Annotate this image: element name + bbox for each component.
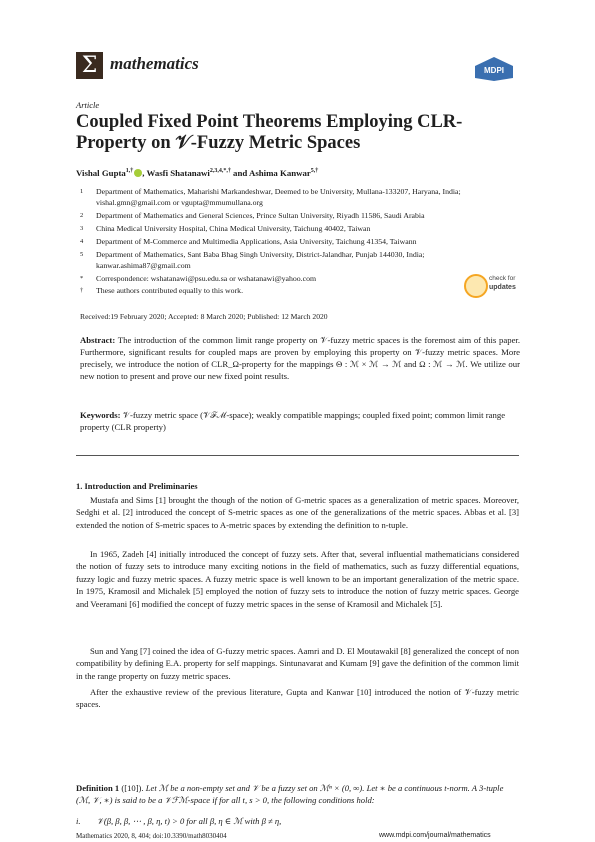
abstract-text: The introduction of the common limit range property on 𝒱-fuzzy metric spaces is the foremost aim of this paper. Furthermore, significant results for coupled maps are proven by employing this property on 𝒱-fuzzy metric spaces. More precisely, we introduce the notion of CLR_Ω-property for the mappings Θ : ℳ × ℳ → ℳ and Ω : ℳ → ℳ. We utilize our new notion to present and prove our new fixed point results. bbox=[80, 335, 521, 381]
author-name[interactable]: Wasfi Shatanawi bbox=[146, 168, 210, 178]
author-name[interactable]: Ashima Kanwar bbox=[248, 168, 311, 178]
affiliation-number: † bbox=[80, 287, 84, 294]
author-separator: and bbox=[230, 168, 249, 178]
affiliation-number: 5 bbox=[80, 251, 84, 258]
section-divider bbox=[76, 455, 519, 456]
definition-1 bbox=[76, 782, 519, 807]
affiliation-text: These authors contributed equally to this work. bbox=[96, 286, 244, 295]
keywords-text: 𝒱-fuzzy metric space (𝒱ℱℳ-space); weakly compatible mappings; coupled fixed point; common limit range property (CLR property) bbox=[80, 410, 506, 432]
intro-paragraph-3: Sun and Yang [7] coined the idea of G-fuzzy metric spaces. Aamri and D. El Moutawakil [8] generalized the concept of non compatibility by defining E.A. property for self mappings. Sintunavarat and Kumam [9] gave the definition of the common limit in the range property on fuzzy metric spaces. bbox=[76, 646, 519, 681]
intro-paragraph-1: Mustafa and Sims [1] brought the though of the notion of G-metric spaces as a generalization of metric spaces. Moreover, Sedghi et al. [2] introduced the concept of S-metric spaces as one of the generalizations of the metric spaces. Abbas et al. [3] extended the notion of S-metric spaces to A-metric spaces by extending the definition to n-tuple. bbox=[76, 495, 519, 530]
affiliation-number: 3 bbox=[80, 225, 84, 232]
keywords bbox=[80, 409, 520, 433]
definition-item-i bbox=[76, 816, 281, 827]
abstract bbox=[80, 334, 520, 382]
author-separator: , bbox=[142, 168, 147, 178]
intro-paragraph-2: In 1965, Zadeh [4] initially introduced the concept of fuzzy sets. After that, several influential mathematicians considered the notion of fuzzy sets to introduce many exciting notions in the field of mathematics, such as fuzzy differential equations, fuzzy logic and fuzzy metric spaces. A fuzzy metric space is well known to be an important generalization of the metric space. In 1975, Kramosil and Michalek [5] employed the notion of fuzzy sets to introduce the notion of fuzzy metric spaces. George and Veeramani [6] modified the concept of fuzzy metric spaces in the sense of Kramosil and Michalek [5]. bbox=[76, 549, 519, 609]
definition-ref[interactable]: ([10]). bbox=[121, 783, 144, 793]
journal-logo: Σ bbox=[76, 52, 103, 79]
author-affiliation-marker: 5,† bbox=[310, 168, 319, 175]
affiliation-entry bbox=[80, 249, 520, 271]
journal-name[interactable]: mathematics bbox=[110, 54, 199, 73]
author-affiliation-marker: 1,† bbox=[125, 168, 134, 175]
affiliation-entry bbox=[80, 285, 520, 296]
author-affiliation-marker: 2,3,4,*,† bbox=[209, 168, 231, 175]
affiliation-text: Correspondence: wshatanawi@psu.edu.sa or wshatanawi@yahoo.com bbox=[96, 274, 317, 283]
affiliation-number: * bbox=[80, 275, 84, 282]
affiliation-number: 2 bbox=[80, 212, 84, 219]
item-number: i. bbox=[76, 816, 81, 826]
article-type: Article bbox=[76, 100, 100, 110]
author-list bbox=[76, 168, 318, 178]
item-text: 𝒱(β, β, β, ⋯ , β, η, t) > 0 for all β, η ∈ ℳ with β ≠ η, bbox=[96, 816, 282, 826]
paper-title: Coupled Fixed Point Theorems Employing CLR-Property on 𝒱-Fuzzy Metric Spaces bbox=[76, 112, 463, 153]
publication-dates: Received:19 February 2020; Accepted: 8 March 2020; Published: 12 March 2020 bbox=[80, 312, 328, 321]
abstract-label: Abstract: bbox=[80, 335, 116, 345]
keywords-label: Keywords: bbox=[80, 410, 121, 420]
check-for-updates-badge[interactable] bbox=[464, 272, 522, 298]
definition-text: Let ℳ be a non-empty set and 𝒱 be a fuzzy set on ℳⁿ × (0, ∞). Let ∗ be a continuous t-norm. A 3-tuple (ℳ, 𝒱, ∗) is said to be a 𝒱ℱℳ-space if for all t, s > 0, the following conditions hold: bbox=[76, 783, 504, 806]
affiliation-entry bbox=[80, 186, 520, 208]
author-name[interactable]: Vishal Gupta bbox=[76, 168, 126, 178]
mdpi-logo-text: MDPI bbox=[484, 66, 504, 75]
check-updates-icon bbox=[464, 274, 488, 298]
affiliation-text: China Medical University Hospital, China Medical University, Taichung 40402, Taiwan bbox=[96, 224, 371, 233]
check-updates-line1: check for bbox=[489, 275, 516, 282]
check-updates-line2: updates bbox=[489, 284, 516, 291]
section-heading: 1. Introduction and Preliminaries bbox=[76, 481, 198, 491]
affiliation-text: Department of M-Commerce and Multimedia Applications, Asia University, Taichung 41354, Taiwann bbox=[96, 237, 417, 246]
footer-journal-url[interactable]: www.mdpi.com/journal/mathematics bbox=[379, 832, 491, 839]
affiliation-text: Department of Mathematics, Sant Baba Bhag Singh University, District-Jalandhar, Punjab 144030, India; kanwar.ashima87@gmail.com bbox=[96, 250, 425, 270]
affiliation-entry bbox=[80, 223, 520, 234]
affiliation-text: Department of Mathematics and General Sciences, Prince Sultan University, Riyadh 11586, Saudi Arabia bbox=[96, 211, 425, 220]
affiliation-text: Department of Mathematics, Maharishi Markandeshwar, Deemed to be University, Mullana-133207, Haryana, India; vishal.gmn@gmail.com or vgupta@mmumullana.org bbox=[96, 187, 461, 207]
affiliation-number: 1 bbox=[80, 188, 84, 195]
affiliation-entry bbox=[80, 210, 520, 221]
affiliation-entry bbox=[80, 236, 520, 247]
mdpi-logo[interactable] bbox=[472, 56, 516, 82]
definition-label: Definition 1 bbox=[76, 783, 120, 793]
footer-citation: Mathematics 2020, 8, 404; doi:10.3390/math8030404 bbox=[76, 832, 227, 840]
affiliation-entry bbox=[80, 273, 520, 284]
affiliation-number: 4 bbox=[80, 238, 84, 245]
intro-paragraph-4: After the exhaustive review of the previous literature, Gupta and Kanwar [10] introduced the notion of 𝒱-fuzzy metric spaces. bbox=[76, 687, 519, 710]
